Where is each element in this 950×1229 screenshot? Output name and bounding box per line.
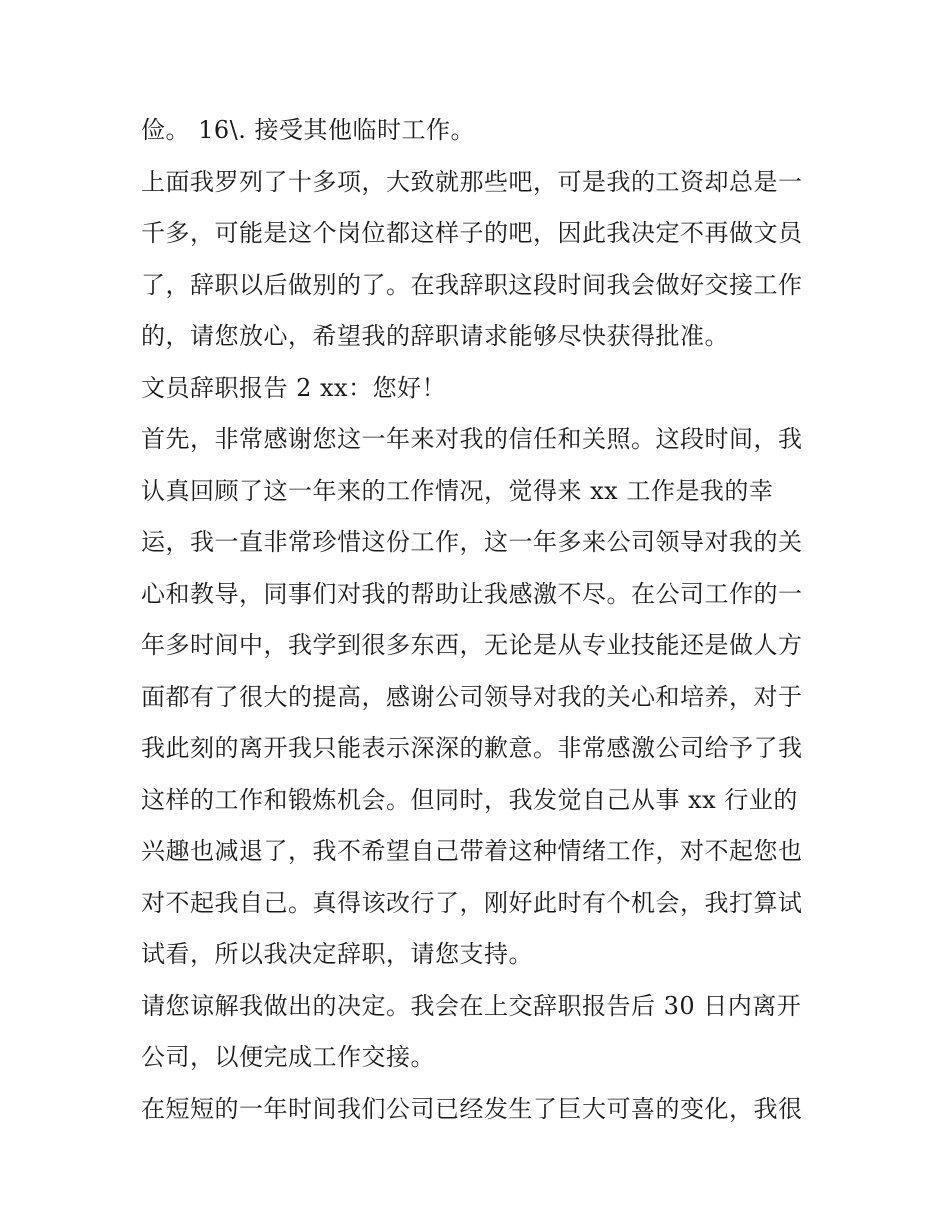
text-line: 千多，可能是这个岗位都这样子的吧，因此我决定不再做文员: [141, 219, 803, 247]
text-line: 的，请您放心，希望我的辞职请求能够尽快获得批准。: [141, 322, 729, 350]
text-line: 上面我罗列了十多项，大致就那些吧，可是我的工资却总是一: [141, 167, 803, 196]
text-line: 这样的工作和锻炼机会。但同时，我发觉自己从事 xx 行业的: [141, 785, 798, 814]
text-line: 试看，所以我决定辞职，请您支持。: [141, 940, 533, 968]
text-line: 我此刻的离开我只能表示深深的歉意。非常感激公司给予了我: [141, 734, 803, 762]
document-body: [141, 108, 821, 1138]
text-line: 对不起我自己。真得该改行了，刚好此时有个机会，我打算试: [141, 888, 803, 917]
text-line: 年多时间中，我学到很多东西，无论是从专业技能还是做人方: [141, 631, 803, 659]
text-line: 认真回顾了这一年来的工作情况，觉得来 xx 工作是我的幸: [141, 476, 774, 505]
text-line: 请您谅解我做出的决定。我会在上交辞职报告后 30 日内离开: [141, 991, 802, 1020]
text-line: 俭。 16\. 接受其他临时工作。: [141, 116, 476, 144]
text-line: 在短短的一年时间我们公司已经发生了巨大可喜的变化，我很: [141, 1094, 803, 1123]
text-line: 运，我一直非常珍惜这份工作，这一年多来公司领导对我的关: [141, 528, 803, 556]
text-line: 了，辞职以后做别的了。在我辞职这段时间我会做好交接工作: [141, 270, 803, 299]
text-line: 首先，非常感谢您这一年来对我的信任和关照。这段时间，我: [141, 425, 803, 453]
section-heading-line: 文员辞职报告 2 xx：您好！: [141, 373, 447, 402]
text-line: 心和教导，同事们对我的帮助让我感激不尽。在公司工作的一: [141, 579, 803, 608]
text-line: 面都有了很大的提高，感谢公司领导对我的关心和培养，对于: [141, 682, 803, 711]
text-line: 兴趣也减退了，我不希望自己带着这种情绪工作，对不起您也: [141, 837, 803, 865]
text-line: 公司，以便完成工作交接。: [141, 1043, 435, 1071]
